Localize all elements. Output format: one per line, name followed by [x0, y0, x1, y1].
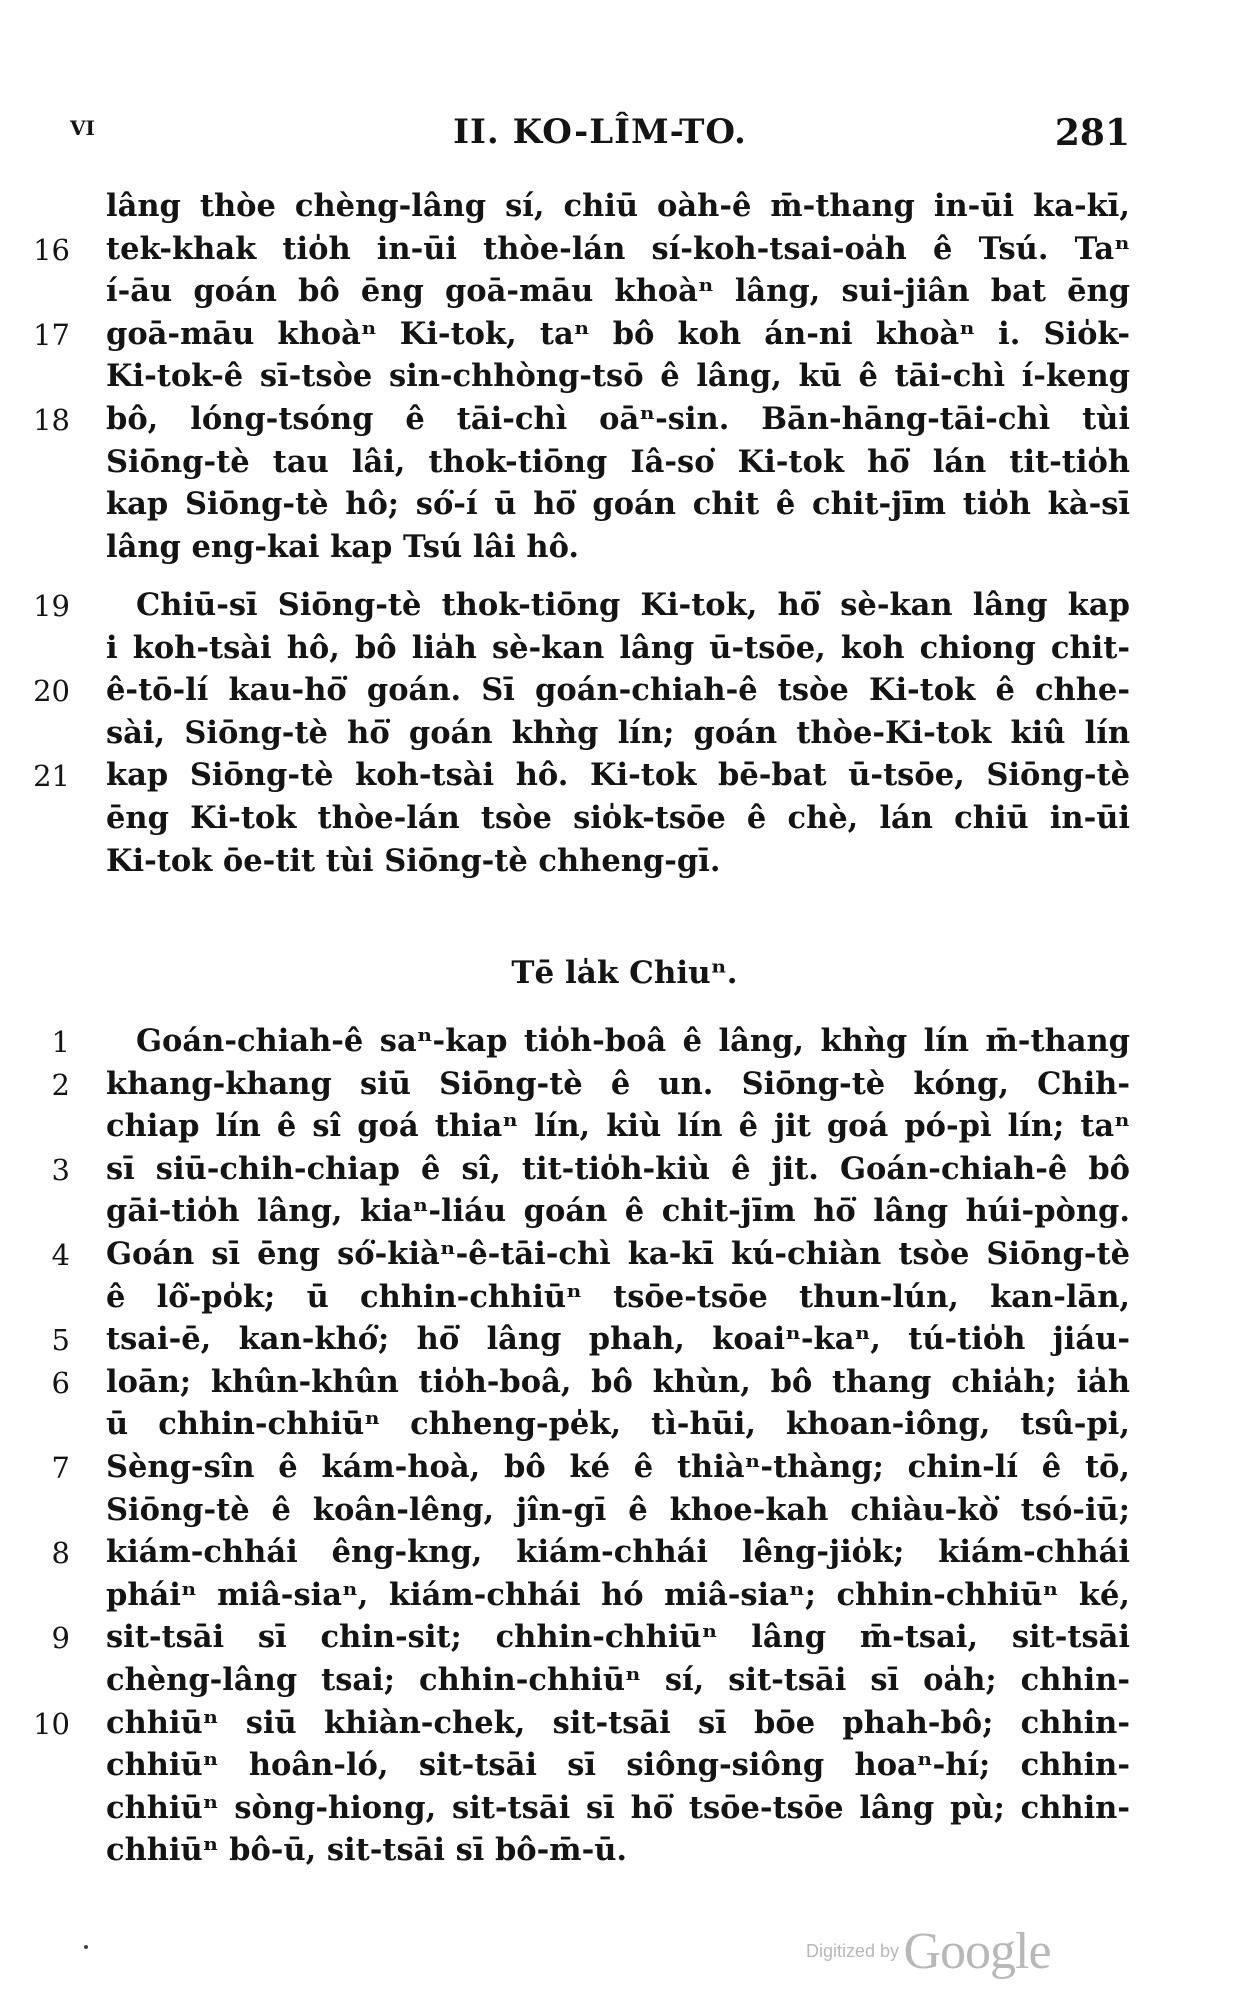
text-line — [0, 630, 1249, 674]
text-line — [0, 800, 1249, 844]
text-line — [0, 1066, 1249, 1110]
text-line — [0, 401, 1249, 445]
line-text: í-āu goán bô ēng goā-māu khoàⁿ lâng, sui-jiân bat ēng — [106, 273, 1130, 310]
text-line — [0, 1023, 1249, 1067]
text-line — [0, 358, 1249, 402]
header-section-mark: VI — [70, 116, 95, 140]
line-text: Siōng-tè tau lâi, thok-tiōng Iâ-so͘ Ki-tok hō͘ lán tit-tio̍h — [106, 443, 1130, 480]
text-line — [0, 1534, 1249, 1578]
verse-number: 3 — [51, 1152, 70, 1187]
line-text: sài, Siōng-tè hō͘ goán khǹg lín; goán thòe-Ki-tok kiû lín — [106, 714, 1130, 751]
ink-speck — [84, 1945, 88, 1949]
digitization-watermark — [806, 1922, 1051, 1981]
line-text: ê lô͘-po̍k; ū chhin-chhiūⁿ tsōe-tsōe thun-lún, kan-lān, — [106, 1278, 1130, 1315]
line-text: i koh-tsài hô, bô lia̍h sè-kan lâng ū-tsōe, koh chiong chit- — [106, 629, 1130, 666]
line-text: goā-māu khoàⁿ Ki-tok, taⁿ bô koh án-ni khoàⁿ i. Sio̍k- — [106, 315, 1130, 352]
text-line — [0, 1108, 1249, 1152]
text-line — [0, 1832, 1249, 1876]
line-text: tsai-ē, kan-khó͘; hō͘ lâng phah, koaiⁿ-kaⁿ, tú-tio̍h jiáu- — [106, 1321, 1130, 1358]
text-line — [0, 1662, 1249, 1706]
text-line — [0, 444, 1249, 488]
text-line — [0, 316, 1249, 360]
verse-number: 21 — [33, 759, 70, 794]
verse-number: 20 — [33, 674, 70, 709]
line-text: Goán-chiah-ê saⁿ-kap tio̍h-boâ ê lâng, khǹg lín m̄-thang — [136, 1023, 1130, 1059]
text-line — [0, 1492, 1249, 1536]
line-text: tek-khak tio̍h in-ūi thòe-lán sí-koh-tsai-oa̍h ê Tsú. Taⁿ — [106, 230, 1130, 267]
verse-number: 18 — [33, 403, 70, 437]
line-text: chhiūⁿ hoân-ló, sit-tsāi sī siông-siông hoaⁿ-hí; chhin- — [106, 1747, 1130, 1784]
line-text: kap Siōng-tè hô; só͘-í ū hō͘ goán chit ê chit-jīm tio̍h kà-sī — [106, 486, 1130, 523]
line-text: Goán sī ēng só͘-kiàⁿ-ê-tāi-chì ka-kī kú-chiàn tsòe Siōng-tè — [106, 1236, 1130, 1272]
verse-number: 8 — [51, 1536, 70, 1571]
text-line — [0, 529, 1249, 573]
line-text: sī siū-chih-chiap ê sî, tit-tio̍h-kiù ê jit. Goán-chiah-ê bô — [106, 1150, 1130, 1187]
text-line — [0, 1705, 1249, 1749]
verse-number: 9 — [51, 1621, 70, 1656]
line-text: gāi-tio̍h lâng, kiaⁿ-liáu goán ê chit-jīm hō͘ lâng húi-pòng. — [106, 1193, 1130, 1230]
verse-number: 10 — [33, 1706, 70, 1741]
verse-number: 17 — [33, 317, 70, 352]
line-text: loān; khûn-khûn tio̍h-boâ, bô khùn, bô thang chia̍h; ia̍h — [106, 1363, 1130, 1400]
text-line — [0, 1151, 1249, 1195]
text-line — [0, 672, 1249, 716]
line-text: pháiⁿ miâ-siaⁿ, kiám-chhái hó miâ-siaⁿ; chhin-chhiūⁿ ké, — [106, 1576, 1130, 1613]
line-text: chhiūⁿ bô-ū, sit-tsāi sī bô-m̄-ū. — [106, 1832, 628, 1869]
text-line — [0, 715, 1249, 759]
text-line — [0, 1577, 1249, 1621]
line-text: Siōng-tè ê koân-lêng, jîn-gī ê khoe-kah chiàu-kò͘ tsó-iū; — [106, 1491, 1130, 1528]
line-text: khang-khang siū Siōng-tè ê un. Siōng-tè kóng, Chih- — [106, 1065, 1130, 1102]
page-number: 281 — [1054, 112, 1130, 154]
verse-number: 16 — [33, 232, 70, 267]
running-title: II. KO-LÎM-TO. — [453, 112, 747, 152]
line-text: sit-tsāi sī chin-sit; chhin-chhiūⁿ lâng m̄-tsai, sit-tsāi — [106, 1619, 1130, 1656]
text-line — [0, 1193, 1249, 1237]
line-text: ê-tō-lí kau-hō͘ goán. Sī goán-chiah-ê tsòe Ki-tok ê chhe- — [106, 672, 1130, 709]
verse-number: 19 — [33, 589, 70, 623]
verse-number: 7 — [51, 1451, 70, 1485]
chapter-heading: Tē la̍k Chiuⁿ. — [511, 955, 738, 991]
page-header — [70, 112, 1130, 156]
text-line — [0, 1279, 1249, 1323]
verse-number: 6 — [51, 1365, 70, 1400]
watermark-prefix: Digitized by — [806, 1941, 900, 1961]
line-text: chèng-lâng tsai; chhin-chhiūⁿ sí, sit-tsāi sī oa̍h; chhin- — [106, 1662, 1130, 1698]
line-text: kiám-chhái êng-kng, kiám-chhái lêng-jio̍k; kiám-chhái — [106, 1534, 1130, 1571]
line-text: Sèng-sîn ê kám-hoà, bô ké ê thiàⁿ-thàng; chin-lí ê tō, — [106, 1449, 1130, 1485]
text-line — [0, 1236, 1249, 1280]
verse-number: 4 — [51, 1238, 70, 1272]
line-text: lâng eng-kai kap Tsú lâi hô. — [106, 528, 579, 565]
line-text: ēng Ki-tok thòe-lán tsòe sio̍k-tsōe ê chè, lán chiū in-ūi — [106, 800, 1130, 836]
line-text: chhiūⁿ siū khiàn-chek, sit-tsāi sī bōe phah-bô; chhin- — [106, 1704, 1130, 1741]
text-line — [0, 1619, 1249, 1663]
line-text: bô, lóng-tsóng ê tāi-chì oāⁿ-sin. Bān-hāng-tāi-chì tùi — [106, 401, 1130, 437]
text-line — [0, 1790, 1249, 1834]
verse-number: 5 — [51, 1323, 70, 1358]
verse-number: 2 — [51, 1067, 70, 1102]
text-line — [0, 188, 1249, 232]
text-line — [0, 757, 1249, 801]
line-text: Chiū-sī Siōng-tè thok-tiōng Ki-tok, hō͘ sè-kan lâng kap — [136, 587, 1130, 623]
line-text: Ki-tok-ê sī-tsòe sin-chhòng-tsō ê lâng, kū ê tāi-chì í-keng — [106, 358, 1130, 395]
line-text: kap Siōng-tè koh-tsài hô. Ki-tok bē-bat ū-tsōe, Siōng-tè — [106, 757, 1130, 794]
text-line — [0, 1364, 1249, 1408]
text-line — [0, 1449, 1249, 1493]
line-text: chhiūⁿ sòng-hiong, sit-tsāi sī hō͘ tsōe-tsōe lâng pù; chhin- — [106, 1789, 1130, 1826]
verse-number: 1 — [51, 1025, 70, 1059]
text-line — [0, 486, 1249, 530]
text-line — [0, 1321, 1249, 1365]
line-text: lâng thòe chèng-lâng sí, chiū oàh-ê m̄-thang in-ūi ka-kī, — [106, 188, 1130, 224]
line-text: Ki-tok ōe-tit tùi Siōng-tè chheng-gī. — [106, 842, 721, 879]
line-text: chiap lín ê sî goá thiaⁿ lín, kiù lín ê jit goá pó-pì lín; taⁿ — [106, 1108, 1130, 1145]
google-logo: Google — [903, 1923, 1051, 1980]
text-line — [0, 1747, 1249, 1791]
text-line — [0, 231, 1249, 275]
text-line — [0, 273, 1249, 317]
text-line — [0, 843, 1249, 887]
text-line — [0, 587, 1249, 631]
text-line — [0, 1406, 1249, 1450]
line-text: ū chhin-chhiūⁿ chheng-pe̍k, tì-hūi, khoan-iông, tsû-pi, — [106, 1406, 1130, 1443]
